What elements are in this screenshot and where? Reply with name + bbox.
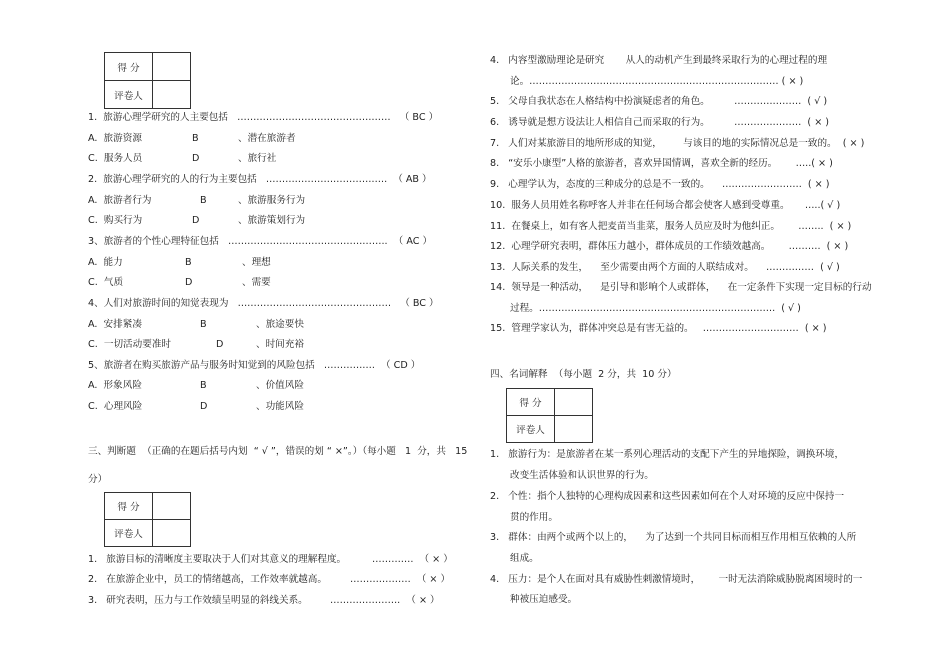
mc-option-d: 、旅行社 (238, 153, 277, 164)
grader-value-cell (153, 520, 191, 547)
term-definition-1-cont: 改变生活体验和认识世界的行为。 (510, 470, 654, 481)
term-definition-1: 1. 旅游行为：是旅游者在某一系列心理活动的支配下产生的异地探险，调换环境， (490, 449, 845, 460)
judge-question-14-cont: 过程。……………………………………………………………….. ( √ ) (510, 303, 801, 314)
mc-option-d-letter: D (216, 339, 224, 350)
score-value-cell (153, 53, 191, 81)
mc-option-c: C. 购买行为 (88, 215, 143, 226)
grader-label: 评卷人 (105, 81, 153, 109)
mc-question-5: 5、旅游者在购买旅游产品与服务时知觉到的风险包括 ……………. （ CD ） (88, 360, 421, 371)
judge-question-3: 3. 研究表明，压力与工作效绩呈明显的斜线关系。 (88, 595, 308, 606)
score-label: 得 分 (507, 389, 555, 416)
mc-option-d-letter: D (200, 401, 208, 412)
judge-answer-1: …………. （ × ） (372, 554, 453, 565)
judge-answer-2: ………………. （ × ） (350, 574, 451, 585)
section-4-heading: 四、名词解释 （每小题 2 分，共 10 分） (490, 369, 677, 380)
mc-option-b-letter: B (200, 380, 207, 391)
grader-label: 评卷人 (105, 520, 153, 547)
judge-question-13: 13. 人际关系的发生， 至少需要由两个方面的人联结成对。 …………… ( √ ) (490, 262, 840, 273)
judge-question-15: 15. 管理学家认为，群体冲突总是有害无益的。 ………………………… ( × ) (490, 323, 827, 334)
score-box-3 (506, 388, 593, 443)
mc-question-1: 1. 旅游心理学研究的人主要包括 ………………………………………… （ BC ） (88, 112, 439, 123)
term-definition-4: 4. 压力：是个人在面对具有威胁性刺激情境时， 一时无法消除威胁脱离困境时的一 (490, 574, 863, 585)
term-definition-3: 3. 群体：由两个或两个以上的， 为了达到一个共同目标而相互作用相互依赖的人所 (490, 532, 857, 543)
mc-option-d: 、需要 (242, 277, 271, 288)
judge-question-2: 2. 在旅游企业中，员工的情绪越高，工作效率就越高。 (88, 574, 327, 585)
judge-question-4-cont: 论。…………………………………………………………………… ( × ) (510, 76, 804, 87)
mc-option-b: 、理想 (242, 257, 271, 268)
mc-option-b-letter: B (200, 319, 207, 330)
mc-question-2: 2. 旅游心理学研究的人的行为主要包括 ……………………………….. （ AB ） (88, 174, 432, 185)
mc-option-b-letter: B (200, 195, 207, 206)
judge-question-7: 7. 人们对某旅游目的地所形成的知觉， 与该目的地的实际情况总是一致的。 ( × ) (490, 138, 865, 149)
mc-option-b-letter: B (192, 133, 199, 144)
score-box-1 (104, 52, 191, 109)
mc-option-c: C. 服务人员 (88, 153, 143, 164)
judge-question-10: 10. 服务人员用姓名称呼客人并非在任何场合都会使客人感到受尊重。 …..( √ ) (490, 200, 841, 211)
judge-question-12: 12. 心理学研究表明，群体压力越小，群体成员的工作绩效越高。 ………. ( × ) (490, 241, 849, 252)
grader-value-cell (555, 416, 593, 443)
mc-option-a: A. 旅游资源 (88, 133, 142, 144)
judge-question-1: 1. 旅游目标的清晰度主要取决于人们对其意义的理解程度。 (88, 554, 347, 565)
mc-option-b: 、旅游服务行为 (238, 195, 306, 206)
mc-option-d-letter: D (192, 215, 200, 226)
mc-option-b: 、价值风险 (256, 380, 304, 391)
mc-option-d: 、时间充裕 (256, 339, 304, 350)
mc-option-a: A. 安排紧凑 (88, 319, 142, 330)
term-definition-2-cont: 贯的作用。 (510, 512, 558, 523)
mc-option-c: C. 气质 (88, 277, 124, 288)
judge-question-9: 9. 心理学认为，态度的三种成分的总是不一致的。 ……………………. ( × ) (490, 179, 830, 190)
score-label: 得 分 (105, 493, 153, 520)
mc-option-b-letter: B (185, 257, 192, 268)
mc-option-d-letter: D (185, 277, 193, 288)
mc-option-b: 、潜在旅游者 (238, 133, 296, 144)
grader-value-cell (153, 81, 191, 109)
judge-question-4: 4. 内容型激励理论是研究 从人的动机产生到最终采取行为的心理过程的理 (490, 55, 828, 66)
mc-question-4: 4、人们对旅游时间的知觉表现为 ………………………………………… （ BC ） (88, 298, 439, 309)
mc-option-a: A. 能力 (88, 257, 123, 268)
mc-option-d: 、功能风险 (256, 401, 304, 412)
mc-option-b: 、旅途要快 (256, 319, 304, 330)
judge-question-5: 5. 父母自我状态在人格结构中扮演疑虑者的角色。 ………………… ( √ ) (490, 96, 828, 107)
section-3-heading: 三、判断题 （正确的在题后括号内划 “ √ ”，错误的划 “ ×”。）（每小题 1 分，共 15 (88, 446, 468, 457)
mc-option-c: C. 心理风险 (88, 401, 143, 412)
mc-option-c: C. 一切活动要准时 (88, 339, 172, 350)
section-3-heading-cont: 分） (88, 474, 108, 485)
judge-answer-3: …………………. （ × ） (330, 595, 440, 606)
mc-option-d: 、旅游策划行为 (238, 215, 306, 226)
mc-option-a: A. 形象风险 (88, 380, 142, 391)
judge-question-11: 11. 在餐桌上，如有客人把麦苗当韭菜，服务人员应及时为他纠正。 …….. ( × ) (490, 221, 852, 232)
judge-question-8: 8. “安乐小康型”人格的旅游者，喜欢异国情调，喜欢全新的经历。 …..( × ) (490, 158, 833, 169)
score-value-cell (555, 389, 593, 416)
judge-question-6: 6. 诱导就是想方设法让人相信自己而采取的行为。 ………………… ( × ) (490, 117, 830, 128)
mc-question-3: 3、旅游者的个性心理特征包括 ………………………………………….. （ AC ） (88, 236, 433, 247)
term-definition-2: 2. 个性：指个人独特的心理构成因素和这些因素如何在个人对环境的反应中保持一 (490, 491, 845, 502)
grader-label: 评卷人 (507, 416, 555, 443)
score-box-2 (104, 492, 191, 547)
score-label: 得 分 (105, 53, 153, 81)
score-value-cell (153, 493, 191, 520)
term-definition-4-cont: 种被压迫感受。 (510, 594, 578, 605)
mc-option-a: A. 旅游者行为 (88, 195, 152, 206)
mc-option-d-letter: D (192, 153, 200, 164)
judge-question-14: 14. 领导是一种活动， 是引导和影响个人或群体， 在一定条件下实现一定目标的行动 (490, 282, 872, 293)
term-definition-3-cont: 组成。 (510, 553, 539, 564)
